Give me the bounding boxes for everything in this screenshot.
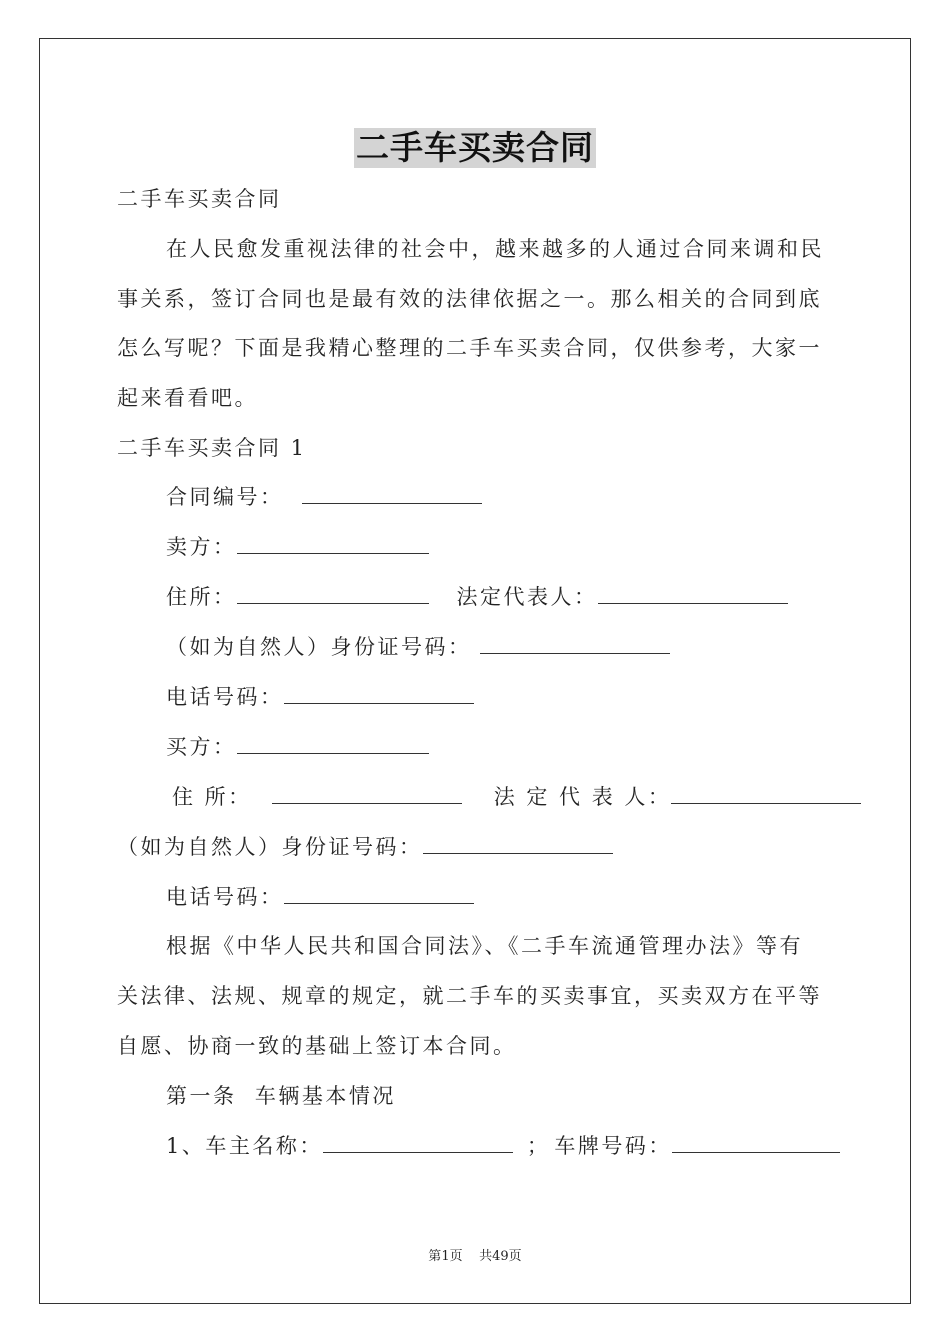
buyer-phone-label: 电话号码： [166,885,284,909]
contract-number-row [166,483,482,511]
intro-line-2: 事关系，签订合同也是最有效的法律依据之一。那么相关的合同到底 [117,287,822,311]
title-text: 二手车买卖合同 [356,128,594,167]
seller-legal-rep-blank[interactable] [598,583,788,604]
seller-id-blank[interactable] [480,633,670,654]
basis-line-2: 关法律、法规、规章的规定，就二手车的买卖事宜，买卖双方在平等 [117,984,822,1008]
page-border [39,38,911,1304]
seller-address-label: 住所： [166,585,237,609]
buyer-label: 买方： [166,735,237,759]
footer-total-pages: 49 [492,1249,509,1264]
contract-number-label: 合同编号： [166,485,284,509]
plate-number-blank[interactable] [672,1132,840,1153]
owner-name-label: 1、车主名称： [166,1134,323,1158]
article-1-heading: 第一条 车辆基本情况 [166,1084,396,1108]
intro-line-3: 怎么写呢？下面是我精心整理的二手车买卖合同，仅供参考，大家一 [117,336,822,360]
section-heading: 二手车买卖合同 1 [117,436,307,460]
seller-id-row [166,633,670,661]
seller-row [166,533,429,561]
page-footer [0,1248,950,1266]
contract-number-blank[interactable] [302,483,482,504]
buyer-blank[interactable] [237,733,429,754]
seller-phone-label: 电话号码： [166,685,284,709]
seller-address-blank[interactable] [237,583,429,604]
buyer-phone-blank[interactable] [284,883,474,904]
footer-page-number: 1 [441,1249,450,1264]
buyer-id-row [117,833,613,861]
intro-line-1: 在人民愈发重视法律的社会中，越来越多的人通过合同来调和民 [166,237,824,261]
seller-id-label: （如为自然人）身份证号码： [166,635,472,659]
buyer-row [166,733,429,761]
document-title [0,128,950,168]
intro-line-4: 起来看看吧。 [117,386,258,410]
seller-phone-row [166,683,474,711]
buyer-legal-rep-blank[interactable] [671,783,861,804]
vehicle-owner-row [166,1132,840,1160]
buyer-phone-row [166,883,474,911]
subtitle: 二手车买卖合同 [117,187,282,211]
footer-prefix: 第 [428,1249,442,1264]
buyer-id-label: （如为自然人）身份证号码： [117,835,423,859]
buyer-address-label: 住 所： [172,785,252,809]
buyer-address-blank[interactable] [272,783,462,804]
seller-legal-rep-label: 法定代表人： [456,585,598,609]
plate-number-label: 车牌号码： [554,1134,672,1158]
basis-line-1: 根据《中华人民共和国合同法》、《二手车流通管理办法》等有 [166,934,803,958]
semicolon: ； [526,1134,551,1158]
owner-name-blank[interactable] [323,1132,513,1153]
seller-phone-blank[interactable] [284,683,474,704]
seller-address-row [166,583,788,611]
basis-line-3: 自愿、协商一致的基础上签订本合同。 [117,1034,517,1058]
seller-label: 卖方： [166,535,237,559]
buyer-legal-rep-label: 法 定 代 表 人： [493,785,672,809]
footer-suffix: 页 [508,1249,522,1264]
buyer-id-blank[interactable] [423,833,613,854]
footer-mid: 页 共 [449,1249,493,1264]
buyer-address-row [172,783,861,811]
seller-blank[interactable] [237,533,429,554]
